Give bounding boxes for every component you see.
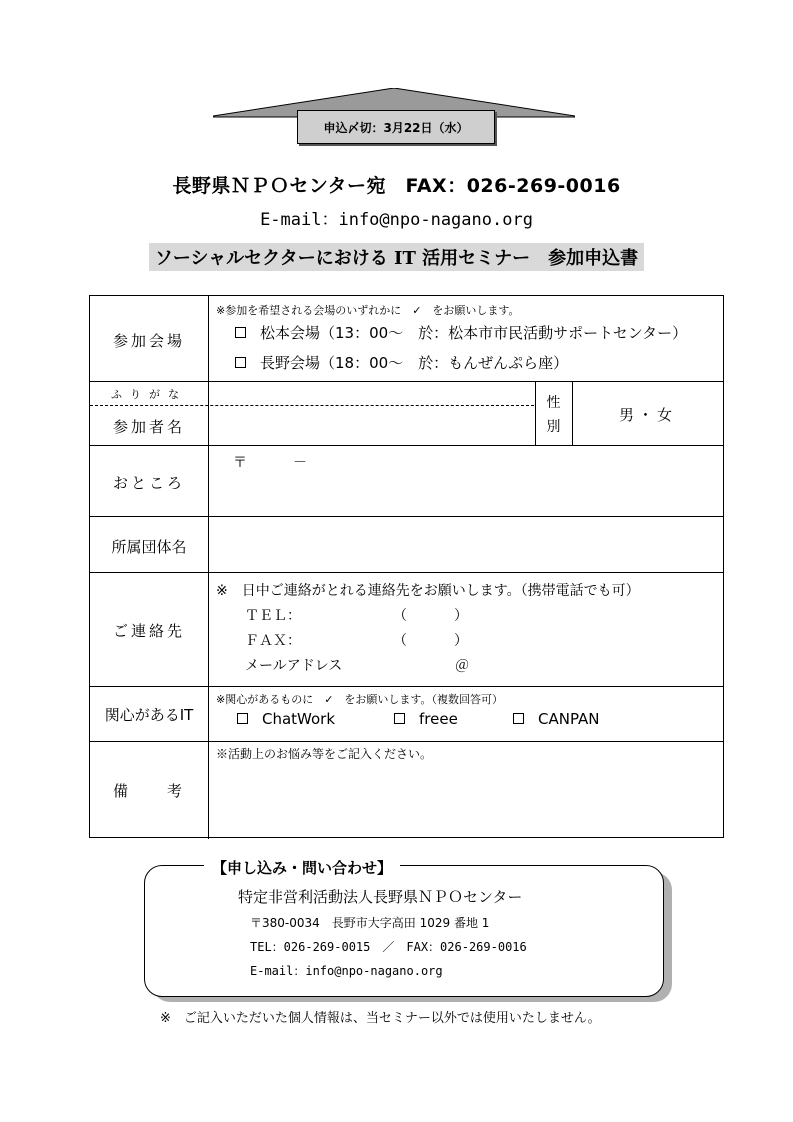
contact-address: 〒380-0034 長野市大字高田 1029 番地 1 xyxy=(250,916,490,930)
mail-label: メールアドレス xyxy=(245,658,343,674)
checkbox-icon[interactable] xyxy=(235,327,246,338)
recipient-line: 長野県ＮＰＯセンター宛 FAX：026-269-0016 xyxy=(172,175,621,197)
sex-label-1: 性 xyxy=(546,395,561,411)
organization-label: 所属団体名 xyxy=(111,538,187,556)
contact-box-title: 【申し込み・問い合わせ】 xyxy=(204,857,400,878)
address-field[interactable] xyxy=(210,448,720,514)
venue-label: 参加会場 xyxy=(112,332,185,350)
remarks-field[interactable] xyxy=(210,764,720,834)
venue-note: ※参加を希望される会場のいずれかに ✓ をお願いします。 xyxy=(216,304,520,317)
interest-option-canpan[interactable]: CANPAN xyxy=(513,710,600,728)
checkbox-icon[interactable] xyxy=(513,713,524,724)
participant-name-label: 参加者名 xyxy=(112,418,185,436)
privacy-notice: ※ ご記入いただいた個人情報は、当セミナー以外では使用いたしません。 xyxy=(160,1011,601,1026)
interest-option-freee[interactable]: freee xyxy=(394,710,458,728)
checkbox-icon[interactable] xyxy=(237,713,248,724)
interest-note: ※関心があるものに ✓ をお願いします。（複数回答可） xyxy=(216,693,504,706)
interest-label: 関心があるIT xyxy=(104,706,194,724)
application-form xyxy=(89,295,724,838)
organization-field[interactable] xyxy=(210,519,720,571)
participant-name-field[interactable] xyxy=(210,408,534,444)
fax-label: ＦＡＸ： xyxy=(245,633,301,649)
fax-paren-close: ） xyxy=(454,633,468,649)
title-wrap xyxy=(0,243,793,271)
contact-org: 特定非営利活動法人長野県ＮＰＯセンター xyxy=(238,888,523,906)
venue-option-nagano[interactable]: 長野会場（18：00〜 於：もんぜんぷら座） xyxy=(235,352,568,373)
contact-telfax: TEL：026-269-0015 ／ FAX：026-269-0016 xyxy=(250,940,527,954)
furigana-field[interactable] xyxy=(210,384,534,404)
contact-email: E-mail：info@npo-nagano.org xyxy=(250,964,443,978)
postal-mark: 〒 xyxy=(233,455,247,471)
fax-paren-open: （ xyxy=(393,633,407,649)
furigana-label: ふりがな xyxy=(111,388,187,401)
sex-options[interactable]: 男・女 xyxy=(618,406,676,424)
checkbox-icon[interactable] xyxy=(235,357,246,368)
email-line: E-mail：info@npo-nagano.org xyxy=(260,210,533,230)
deadline-banner: 申込〆切：3月22日（水） xyxy=(297,110,495,144)
address-label: おところ xyxy=(112,474,185,492)
tel-label: ＴＥＬ： xyxy=(245,608,301,624)
sex-label-2: 別 xyxy=(546,419,561,435)
venue-option-matsumoto[interactable]: 松本会場（13：00〜 於：松本市市民活動サポートセンター） xyxy=(235,322,687,343)
contact-note: ※ 日中ご連絡がとれる連絡先をお願いします。（携帯電話でも可） xyxy=(216,583,640,599)
remarks-note: ※活動上のお悩み等をご記入ください。 xyxy=(216,747,433,761)
label-column-divider xyxy=(208,296,209,839)
mail-at: ＠ xyxy=(455,658,469,674)
tel-paren-open: （ xyxy=(393,608,407,624)
tel-paren-close: ） xyxy=(454,608,468,624)
contact-label: ご連絡先 xyxy=(112,622,185,640)
checkbox-icon[interactable] xyxy=(394,713,405,724)
postal-dash: － xyxy=(293,455,307,471)
interest-option-chatwork[interactable]: ChatWork xyxy=(237,710,335,728)
form-title: ソーシャルセクターにおける IT 活用セミナー 参加申込書 xyxy=(149,243,644,271)
remarks-label: 備 考 xyxy=(112,782,185,800)
